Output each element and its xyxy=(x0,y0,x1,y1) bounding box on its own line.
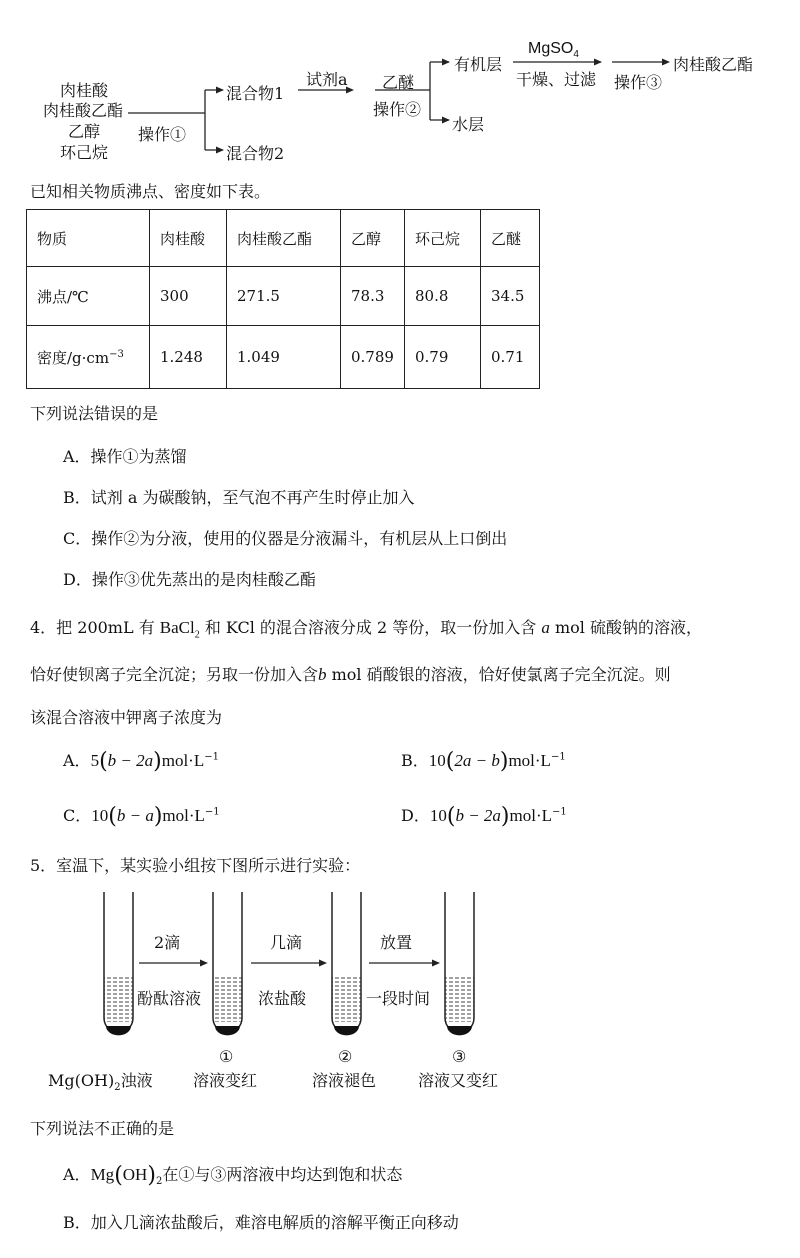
option-expression: b − 2a xyxy=(107,751,154,770)
q3-option-c[interactable]: C．操作②为分液，使用的仪器是分液漏斗，有机层从上口倒出 xyxy=(63,529,508,548)
option-unit: mol·L xyxy=(162,806,205,825)
option-expression: b − a xyxy=(116,806,154,825)
table-header-cell: 乙醇 xyxy=(341,210,405,267)
test-tube-0 xyxy=(104,892,133,1035)
unit-exponent: −1 xyxy=(204,751,219,763)
formula-subscript: 2 xyxy=(155,1176,163,1188)
property-table xyxy=(26,209,540,389)
tube-3-label: 溶液又变红 xyxy=(418,1071,499,1090)
tube-1-number: ① xyxy=(219,1047,234,1066)
tube-0-formula: Mg(OH) xyxy=(48,1071,115,1090)
table-cell: 34.5 xyxy=(481,267,540,326)
tube-1-label: 溶液变红 xyxy=(193,1071,258,1090)
mixture-2-label: 混合物2 xyxy=(226,144,285,163)
option-text: 在①与③两溶液中均达到饱和状态 xyxy=(162,1165,403,1184)
table-cell: 78.3 xyxy=(341,267,405,326)
q4-text: mol 硫酸钠的溶液， xyxy=(554,618,702,637)
table-header-cell: 肉桂酸乙酯 xyxy=(227,210,341,267)
table-row-label: 沸点/℃ xyxy=(27,267,150,326)
q5-stem: 5．室温下，某实验小组按下图所示进行实验： xyxy=(30,856,361,875)
q4-text: 和 KCl 的混合溶液分成 2 等份，取一份加入含 xyxy=(204,618,537,637)
q4-line-2 xyxy=(30,662,671,685)
table-header-cell: 环己烷 xyxy=(405,210,481,267)
table-row-boiling-point xyxy=(27,267,540,326)
paren-open: ( xyxy=(114,1163,123,1188)
operation-1-label: 操作① xyxy=(138,125,187,144)
paren-close: ) xyxy=(500,804,510,829)
table-cell: 1.248 xyxy=(150,326,227,389)
operation-3-label: 操作③ xyxy=(614,73,663,92)
paren-close: ) xyxy=(147,1163,156,1188)
option-label: C． xyxy=(63,806,92,825)
q4-text: 恰好使钡离子完全沉淀；另取一份加入含 xyxy=(30,665,319,684)
ether-label: 乙醚 xyxy=(382,73,415,92)
test-tube-1 xyxy=(213,892,242,1035)
drying-agent-label xyxy=(528,40,579,60)
table-header-cell: 肉桂酸 xyxy=(150,210,227,267)
table-intro: 已知相关物质沸点、密度如下表。 xyxy=(30,182,271,201)
product-label: 肉桂酸乙酯 xyxy=(673,55,754,74)
formula: BaCl xyxy=(159,618,195,637)
table-cell: 0.789 xyxy=(341,326,405,389)
table-header-row xyxy=(27,210,540,267)
test-tube-3 xyxy=(445,892,474,1035)
table-cell: 1.049 xyxy=(227,326,341,389)
option-coefficient: 5 xyxy=(90,751,100,770)
table-row-density xyxy=(27,326,540,389)
unit-exponent: −1 xyxy=(550,751,566,763)
paren-open: ( xyxy=(108,804,117,829)
q5-option-a[interactable] xyxy=(63,1162,402,1187)
arrow-3-bottom-label: 一段时间 xyxy=(366,989,431,1008)
q5-option-b[interactable]: B．加入几滴浓盐酸后，难溶电解质的溶解平衡正向移动 xyxy=(63,1213,459,1232)
input-substance: 环己烷 xyxy=(60,143,109,162)
option-unit: mol·L xyxy=(509,806,553,825)
option-expression: 2a − b xyxy=(454,751,500,770)
arrow-3-top-label: 放置 xyxy=(380,933,413,952)
aqueous-layer-label: 水层 xyxy=(452,115,485,134)
option-coefficient: 10 xyxy=(429,806,447,825)
formula-subscript: 2 xyxy=(194,629,200,641)
tube-3-number: ③ xyxy=(452,1047,467,1066)
q4-option-b[interactable] xyxy=(401,748,566,774)
input-substance: 肉桂酸乙酯 xyxy=(43,101,124,120)
q4-option-d[interactable] xyxy=(401,803,567,829)
q4-line-1 xyxy=(30,615,702,640)
option-unit: mol·L xyxy=(508,751,551,770)
arrow-2-bottom-label: 浓盐酸 xyxy=(258,989,307,1008)
table-cell: 80.8 xyxy=(405,267,481,326)
option-label: A． xyxy=(63,1165,91,1184)
density-label: 密度/g·cm xyxy=(37,348,110,367)
option-coefficient: 10 xyxy=(91,806,109,825)
q3-option-d[interactable]: D．操作③优先蒸出的是肉桂酸乙酯 xyxy=(63,570,316,589)
option-unit: mol·L xyxy=(161,751,205,770)
table-row-label xyxy=(27,326,150,389)
input-substance: 乙醇 xyxy=(68,122,101,141)
q3-stem: 下列说法错误的是 xyxy=(30,404,159,423)
paren-close: ) xyxy=(153,804,163,829)
q3-option-a[interactable]: A．操作①为蒸馏 xyxy=(63,447,187,466)
q4-variable-b: b xyxy=(318,665,327,684)
drying-agent-subscript: 4 xyxy=(573,49,579,61)
table-cell: 0.71 xyxy=(481,326,540,389)
tube-0-subscript: 2 xyxy=(114,1082,121,1094)
arrow-1-bottom-label: 酚酞溶液 xyxy=(137,989,202,1008)
paren-open: ( xyxy=(99,749,108,774)
tube-2-label: 溶液褪色 xyxy=(312,1071,377,1090)
table-cell: 300 xyxy=(150,267,227,326)
mixture-1-label: 混合物1 xyxy=(226,84,285,103)
formula-mg: Mg xyxy=(90,1165,115,1184)
test-tube-2 xyxy=(332,892,361,1035)
dry-filter-label: 干燥、过滤 xyxy=(516,70,597,89)
q5-stem-2: 下列说法不正确的是 xyxy=(30,1119,175,1138)
input-substance: 肉桂酸 xyxy=(60,81,109,100)
paren-open: ( xyxy=(445,749,455,774)
arrow-1-top-label: 2滴 xyxy=(154,933,181,952)
test-tube-diagram xyxy=(0,880,800,1040)
reagent-a-label: 试剂a xyxy=(306,70,348,89)
q4-line-3: 该混合溶液中钾离子浓度为 xyxy=(30,708,223,727)
q4-text: 4．把 200mL 有 xyxy=(30,618,155,637)
q4-option-a[interactable] xyxy=(63,748,219,774)
option-expression: b − 2a xyxy=(455,806,501,825)
paren-close: ) xyxy=(499,749,509,774)
q4-variable-a: a xyxy=(541,618,550,637)
unit-exponent: −1 xyxy=(204,806,220,818)
drying-agent-formula: MgSO xyxy=(528,40,574,57)
option-label: B． xyxy=(401,751,429,770)
q4-text: mol 硝酸银的溶液，恰好使氯离子完全沉淀。则 xyxy=(331,665,671,684)
density-unit-exponent: −3 xyxy=(109,348,124,360)
unit-exponent: −1 xyxy=(552,806,567,818)
formula-oh: OH xyxy=(122,1165,148,1184)
q3-option-b[interactable]: B．试剂 a 为碳酸钠，至气泡不再产生时停止加入 xyxy=(63,488,415,507)
table-header-cell: 物质 xyxy=(27,210,150,267)
paren-open: ( xyxy=(446,804,456,829)
paren-close: ) xyxy=(153,749,162,774)
tube-0-label xyxy=(48,1068,153,1093)
operation-2-label: 操作② xyxy=(373,100,422,119)
option-label: A． xyxy=(63,751,91,770)
tube-2-number: ② xyxy=(338,1047,353,1066)
option-coefficient: 10 xyxy=(428,751,446,770)
table-cell: 271.5 xyxy=(227,267,341,326)
arrow-2-top-label: 几滴 xyxy=(270,933,303,952)
tube-0-suffix: 浊液 xyxy=(120,1071,153,1090)
table-cell: 0.79 xyxy=(405,326,481,389)
table-header-cell: 乙醚 xyxy=(481,210,540,267)
option-label: D． xyxy=(401,806,430,825)
q4-formula-bacl2 xyxy=(159,618,200,641)
organic-layer-label: 有机层 xyxy=(454,55,503,74)
q4-option-c[interactable] xyxy=(63,803,220,829)
